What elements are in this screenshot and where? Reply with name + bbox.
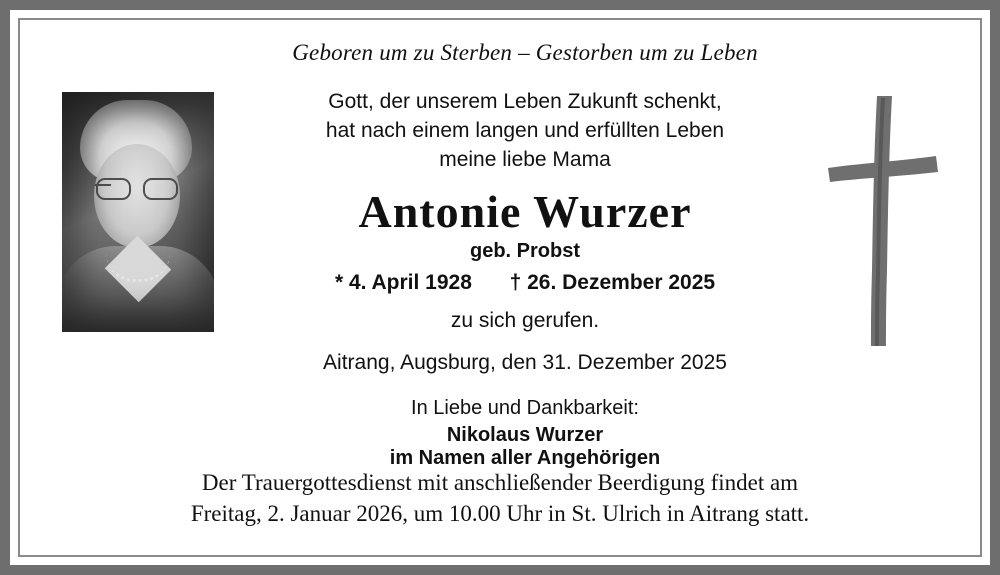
maiden-name: geb. Probst [469,239,580,262]
mourner-subtitle: im Namen aller Angehörigen [389,446,661,469]
mourner-name: Nikolaus Wurzer [446,423,604,446]
intro-line-1: Gott, der unserem Leben Zukunft schenkt, [328,90,722,113]
life-dates [240,271,810,295]
birth-date: * 4. April 1928 [334,270,472,294]
motto-text: Geboren um zu Sterben – Gestorben um zu Leben [292,40,758,65]
cross-icon [822,90,942,352]
obituary-text-block [240,40,810,470]
love-line: In Liebe und Dankbarkeit: [411,396,639,419]
called-text: zu sich gerufen. [450,308,600,332]
service-line-2: Freitag, 2. Januar 2026, um 10.00 Uhr in St. Ulrich in Aitrang statt. [190,500,810,526]
portrait-vignette [62,92,214,332]
service-line-1: Der Trauergottesdienst mit anschließender Beerdigung findet am [201,469,799,495]
funeral-service-info [50,467,950,529]
intro-line-2: hat nach einem langen und erfüllten Leben [325,118,725,142]
death-date: † 26. Dezember 2025 [509,270,716,294]
intro-text [240,88,810,175]
deceased-name: Antonie Wurzer [358,185,692,237]
portrait-photo [62,92,214,332]
obituary-content [10,10,990,565]
place-and-date: Aitrang, Augsburg, den 31. Dezember 2025 [323,350,727,374]
intro-line-3: meine liebe Mama [439,147,611,171]
